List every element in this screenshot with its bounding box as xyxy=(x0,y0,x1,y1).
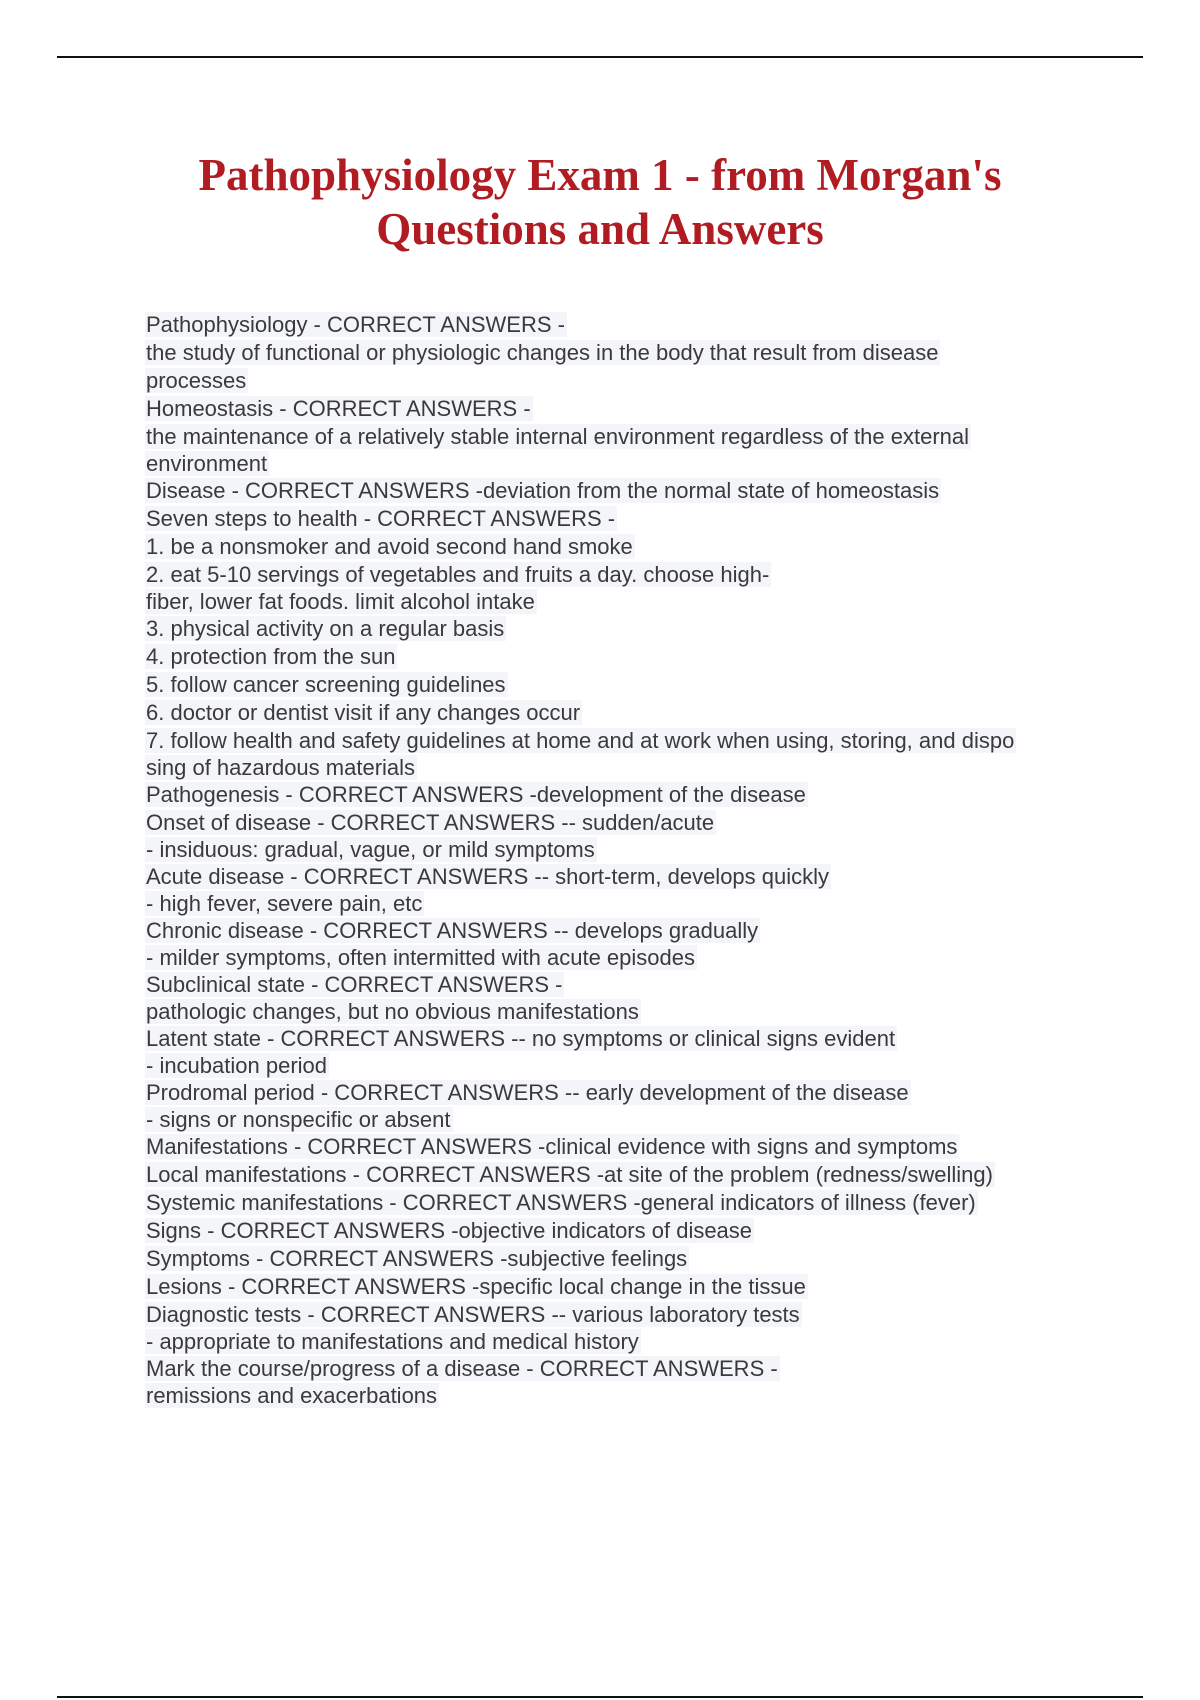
text-line: Pathophysiology - CORRECT ANSWERS - xyxy=(146,312,565,337)
text-line: Seven steps to health - CORRECT ANSWERS - xyxy=(146,506,616,531)
document-title xyxy=(100,148,1100,256)
text-line: - signs or nonspecific or absent xyxy=(146,1107,451,1132)
text-line: Onset of disease - CORRECT ANSWERS -- sudden/acute xyxy=(146,810,715,835)
text-line: sing of hazardous materials xyxy=(146,755,416,780)
text-line: pathologic changes, but no obvious manifestations xyxy=(146,999,639,1024)
text-line: - high fever, severe pain, etc xyxy=(146,891,423,916)
text-line: Symptoms - CORRECT ANSWERS -subjective feelings xyxy=(146,1246,688,1271)
title-line-2: Questions and Answers xyxy=(376,204,824,254)
text-line: 7. follow health and safety guidelines at home and at work when using, storing, and dispo xyxy=(146,728,1015,753)
text-line: the maintenance of a relatively stable internal environment regardless of the external xyxy=(146,424,970,449)
text-line: Homeostasis - CORRECT ANSWERS - xyxy=(146,396,531,421)
text-line: environment xyxy=(146,451,268,476)
text-line: - appropriate to manifestations and medical history xyxy=(146,1329,639,1354)
text-line: Acute disease - CORRECT ANSWERS -- short-term, develops quickly xyxy=(146,864,830,889)
qa-content xyxy=(145,311,1105,1409)
text-line: Latent state - CORRECT ANSWERS -- no symptoms or clinical signs evident xyxy=(146,1026,896,1051)
text-line: processes xyxy=(146,368,247,393)
text-line: Pathogenesis - CORRECT ANSWERS -development of the disease xyxy=(146,782,806,807)
text-line: Signs - CORRECT ANSWERS -objective indicators of disease xyxy=(146,1218,753,1243)
text-line: Mark the course/progress of a disease - CORRECT ANSWERS - xyxy=(146,1356,778,1381)
text-line: 4. protection from the sun xyxy=(146,644,396,669)
text-line: Local manifestations - CORRECT ANSWERS -at site of the problem (redness/swelling) xyxy=(146,1162,993,1187)
bottom-rule xyxy=(57,1696,1143,1698)
title-line-1: Pathophysiology Exam 1 - from Morgan's xyxy=(198,150,1002,200)
text-line: 2. eat 5-10 servings of vegetables and fruits a day. choose high- xyxy=(146,562,770,587)
text-line: - insiduous: gradual, vague, or mild symptoms xyxy=(146,837,595,862)
text-line: the study of functional or physiologic changes in the body that result from disease xyxy=(146,340,939,365)
text-line: 3. physical activity on a regular basis xyxy=(146,616,505,641)
text-line: 5. follow cancer screening guidelines xyxy=(146,672,506,697)
text-line: Diagnostic tests - CORRECT ANSWERS -- various laboratory tests xyxy=(146,1302,800,1327)
text-line: 1. be a nonsmoker and avoid second hand smoke xyxy=(146,534,633,559)
text-line: Lesions - CORRECT ANSWERS -specific local change in the tissue xyxy=(146,1274,806,1299)
text-line: - milder symptoms, often intermitted with acute episodes xyxy=(146,945,696,970)
text-line: fiber, lower fat foods. limit alcohol intake xyxy=(146,589,535,614)
text-line: remissions and exacerbations xyxy=(146,1383,438,1408)
text-line: Systemic manifestations - CORRECT ANSWERS -general indicators of illness (fever) xyxy=(146,1190,976,1215)
text-line: Disease - CORRECT ANSWERS -deviation from the normal state of homeostasis xyxy=(146,478,940,503)
text-line: - incubation period xyxy=(146,1053,328,1078)
text-line: Subclinical state - CORRECT ANSWERS - xyxy=(146,972,563,997)
text-line: Manifestations - CORRECT ANSWERS -clinical evidence with signs and symptoms xyxy=(146,1134,958,1159)
top-rule xyxy=(57,56,1143,58)
text-line: Chronic disease - CORRECT ANSWERS -- develops gradually xyxy=(146,918,759,943)
text-line: Prodromal period - CORRECT ANSWERS -- early development of the disease xyxy=(146,1080,909,1105)
text-line: 6. doctor or dentist visit if any changes occur xyxy=(146,700,581,725)
